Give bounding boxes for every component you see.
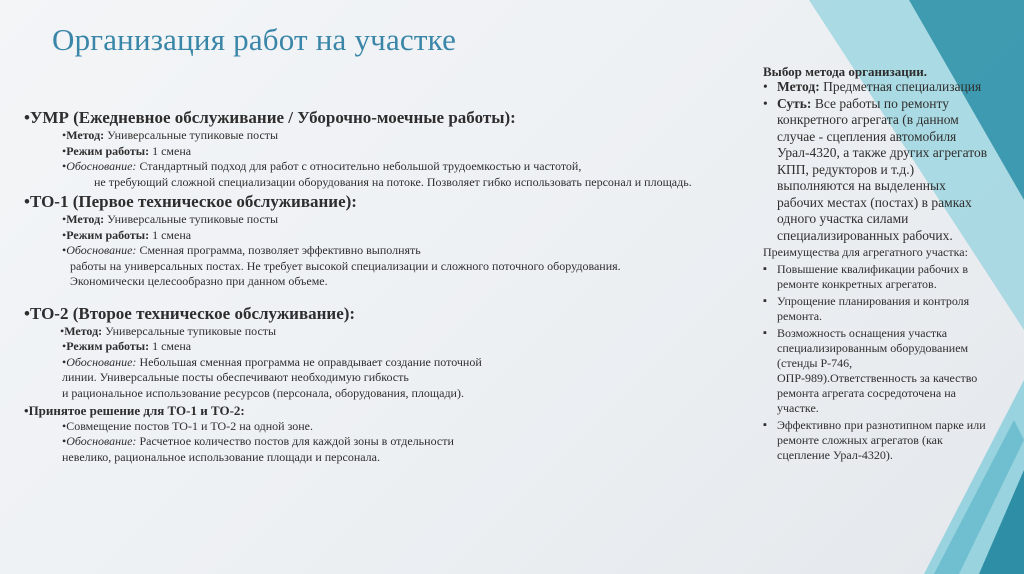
to1-method: •Метод: Универсальные тупиковые посты bbox=[62, 212, 279, 226]
to1-heading: •ТО-1 (Первое техническое обслуживание): bbox=[24, 192, 357, 211]
reason-label: Обоснование: bbox=[66, 354, 137, 369]
to2-method: •Метод: Универсальные тупиковые посты bbox=[60, 323, 277, 338]
umr-reason-line2: не требующий сложной специализации оборудования на потоке. Позволяет гибко использовать персонал и площадь. bbox=[94, 174, 692, 189]
left-column bbox=[24, 108, 754, 465]
method-label: Метод: bbox=[64, 323, 103, 338]
method-choice-heading: Выбор метода организации. bbox=[763, 64, 927, 79]
to1-reason-line2: работы на универсальных постах. Не требует высокой специализации и сложного поточного оборудования. bbox=[70, 258, 621, 273]
reason-text: Стандартный подход для работ с относительно небольшой трудоемкостью и частотой, bbox=[139, 159, 582, 173]
to2-heading-text: ТО-2 (Второе техническое обслуживание): bbox=[29, 303, 356, 323]
mode-value: 1 смена bbox=[152, 339, 192, 353]
umr-reason: •Обоснование: Стандартный подход для работ с относительно небольшой трудоемкостью и частотой, bbox=[62, 159, 582, 173]
umr-mode: •Режим работы: 1 смена bbox=[62, 143, 192, 158]
method-label: Метод: bbox=[66, 128, 105, 142]
mode-label: Режим работы: bbox=[66, 339, 150, 353]
reason-label: Обоснование: bbox=[66, 243, 137, 257]
advantage-item: ▪ Повышение квалификации рабочих в ремонте конкретных агрегатов. bbox=[763, 262, 991, 292]
mode-value: 1 смена bbox=[152, 143, 192, 158]
advantage-item: ▪ Упрощение планирования и контроля ремонта. bbox=[763, 294, 991, 324]
reason-text: Сменная программа, позволяет эффективно выполнять bbox=[139, 243, 421, 257]
reason-label: Обоснование: bbox=[66, 434, 137, 448]
advantage-item: ▪ Возможность оснащения участка специализированным оборудованием (стенды Р-746, ОПР-989).Ответственность за качество ремонта агрегата сосредоточена на участке. bbox=[763, 326, 991, 416]
to2-mode: •Режим работы: 1 смена bbox=[62, 339, 192, 353]
reason-text: Расчетное количество постов для каждой зоны в отдельности bbox=[139, 434, 454, 448]
decision-reason: •Обоснование: Расчетное количество постов для каждой зоны в отдельности bbox=[62, 434, 454, 448]
right-method-value: Предметная специализация bbox=[823, 79, 982, 94]
right-column bbox=[763, 64, 991, 463]
mode-label: Режим работы: bbox=[66, 227, 150, 242]
reason-label: Обоснование: bbox=[66, 159, 137, 173]
decision-heading-text: Принятое решение для ТО-1 и ТО-2: bbox=[28, 403, 245, 418]
advantage-item: ▪ Эффективно при разнотипном парке или ремонте сложных агрегатов (как сцепление Урал-4320). bbox=[763, 418, 991, 463]
to2-heading: •ТО-2 (Второе техническое обслуживание): bbox=[24, 303, 356, 323]
method-label: Метод: bbox=[66, 212, 105, 226]
to1-reason: •Обоснование: Сменная программа, позволяет эффективно выполнять bbox=[62, 243, 421, 257]
to1-reason-line3: Экономически целесообразно при данном объеме. bbox=[70, 274, 328, 288]
method-value: Универсальные тупиковые посты bbox=[107, 212, 279, 226]
umr-heading-text: УМР (Ежедневное обслуживание / Уборочно-моечные работы): bbox=[29, 108, 516, 127]
decision-heading: •Принятое решение для ТО-1 и ТО-2: bbox=[24, 403, 245, 418]
right-method bbox=[763, 79, 991, 96]
decision-reason-line2: невелико, рациональное использование площади и персонала. bbox=[62, 449, 380, 464]
mode-value: 1 смена bbox=[152, 227, 192, 242]
to2-reason-line3: и рациональное использование ресурсов (персонала, оборудования, площади). bbox=[62, 385, 464, 400]
to1-heading-text: ТО-1 (Первое техническое обслуживание): bbox=[29, 192, 357, 211]
bullet: • bbox=[24, 108, 30, 127]
method-value: Универсальные тупиковые посты bbox=[105, 323, 277, 338]
to1-mode: •Режим работы: 1 смена bbox=[62, 227, 192, 242]
to2-reason-line2: линии. Универсальные посты обеспечивают необходимую гибкость bbox=[62, 370, 409, 384]
method-value: Универсальные тупиковые посты bbox=[107, 128, 279, 142]
slide-title: Организация работ на участке bbox=[52, 22, 457, 57]
right-essence-label: Суть: bbox=[777, 95, 812, 111]
mode-label: Режим работы: bbox=[66, 143, 150, 158]
umr-heading bbox=[24, 108, 754, 128]
decision-text: Совмещение постов ТО-1 и ТО-2 на одной зоне. bbox=[66, 418, 313, 433]
umr-method: •Метод: Универсальные тупиковые посты bbox=[62, 128, 279, 142]
advantages-heading: Преимущества для агрегатного участка: bbox=[763, 245, 968, 259]
to2-reason: •Обоснование: Небольшая сменная программа не оправдывает создание поточной bbox=[62, 354, 482, 369]
right-essence bbox=[763, 96, 991, 245]
reason-text: Небольшая сменная программа не оправдывает создание поточной bbox=[139, 354, 482, 369]
decision-line1: •Совмещение постов ТО-1 и ТО-2 на одной зоне. bbox=[62, 418, 313, 433]
right-method-label: Метод: bbox=[777, 79, 820, 94]
right-essence-value: Все работы по ремонту конкретного агрегата (в данном случае - сцепления автомобиля Урал-4320, а также других агрегатов КПП, редукторов и т.д.) выполняются на выделенных рабочих местах (постах) в рамках одного участка силами специализированных рабочих. bbox=[777, 95, 988, 243]
